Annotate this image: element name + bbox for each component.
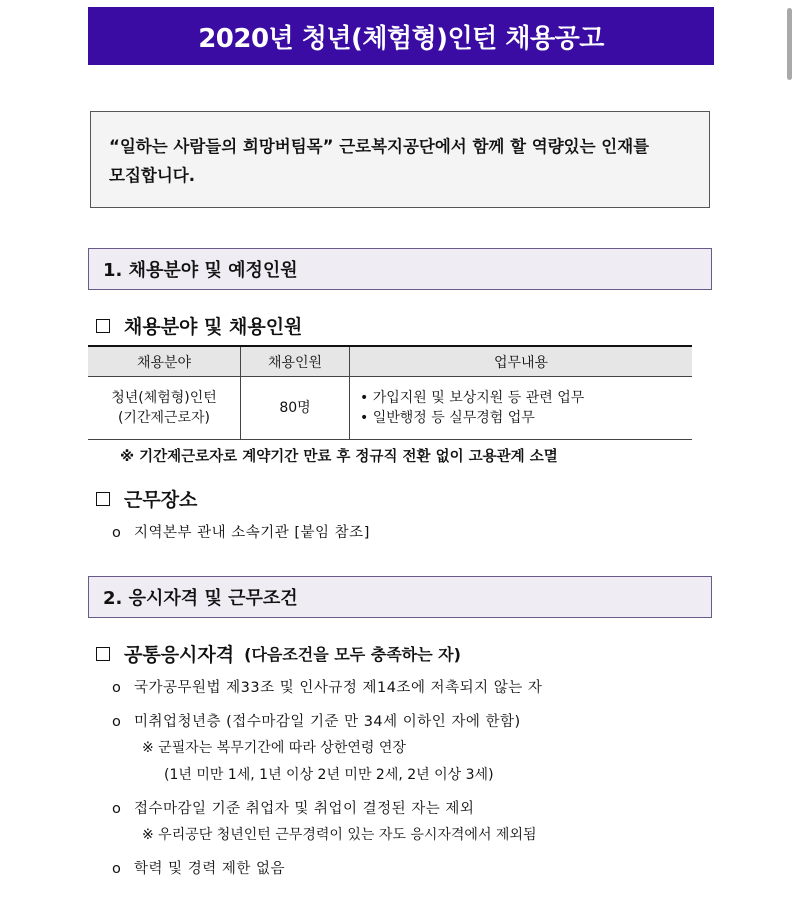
checkbox-square-icon	[96, 492, 110, 506]
bullet-circle-icon: o	[112, 680, 122, 696]
subheading-recruit-field	[96, 312, 302, 339]
bullet-circle-icon: o	[112, 801, 122, 817]
duty-item: • 일반행정 등 실무경험 업무	[360, 410, 535, 426]
intro-box	[90, 111, 710, 208]
subheading-common-qualification	[96, 640, 461, 667]
list-item-text: 지역본부 관내 소속기관 [붙임 참조]	[134, 525, 370, 541]
scrollbar[interactable]	[787, 8, 792, 80]
recruitment-table	[88, 345, 692, 440]
table-header-field: 채용분야	[88, 346, 241, 377]
checkbox-square-icon	[96, 319, 110, 333]
table-header-duties: 업무내용	[350, 346, 693, 377]
section-1-heading: 1. 채용분야 및 예정인원	[88, 248, 712, 290]
subheading-workplace	[96, 485, 197, 512]
military-note-detail: (1년 미만 1세, 1년 이상 2년 미만 2세, 2년 이상 3세)	[164, 767, 494, 783]
subheading-label: 채용분야 및 채용인원	[124, 316, 303, 338]
list-item	[112, 676, 542, 697]
list-item-text: 접수마감일 기준 취업자 및 취업이 결정된 자는 제외	[134, 801, 475, 817]
intro-line-1: “일하는 사람들의 희망버팀목” 근로복지공단에서 함께 할 역량있는 인재를	[109, 137, 650, 156]
list-item	[112, 710, 521, 731]
bullet-circle-icon: o	[112, 525, 122, 541]
military-note: ※ 군필자는 복무기간에 따라 상한연령 연장	[142, 740, 406, 756]
bullet-circle-icon: o	[112, 714, 122, 730]
field-line-2: (기간제근로자)	[117, 410, 211, 426]
table-header-row	[88, 346, 692, 377]
workplace-item	[112, 521, 370, 542]
list-item-text: 국가공무원법 제33조 및 인사규정 제14조에 저촉되지 않는 자	[134, 680, 543, 696]
subheading-label: 공통응시자격	[124, 644, 235, 666]
list-item	[112, 857, 285, 878]
bullet-circle-icon: o	[112, 861, 122, 877]
intern-exclusion-note: ※ 우리공단 청년인턴 근무경력이 있는 자도 응시자격에서 제외됨	[142, 827, 537, 843]
contract-remark: ※ 기간제근로자로 계약기간 만료 후 정규직 전환 없이 고용관계 소멸	[120, 449, 558, 465]
field-line-1: 청년(체험형)인턴	[111, 390, 217, 406]
list-item-text: 미취업청년층 (접수마감일 기준 만 34세 이하인 자에 한함)	[134, 714, 521, 730]
duty-item: • 가입지원 및 보상지원 등 관련 업무	[360, 390, 585, 406]
list-item-text: 학력 및 경력 제한 없음	[134, 861, 285, 877]
page-title: 2020년 청년(체험형)인턴 채용공고	[88, 7, 714, 65]
table-cell-duties	[350, 377, 693, 440]
table-header-count: 채용인원	[241, 346, 350, 377]
list-item	[112, 797, 474, 818]
intro-line-2: 모집합니다.	[109, 166, 195, 185]
checkbox-square-icon	[96, 647, 110, 661]
table-cell-count: 80명	[241, 377, 350, 440]
table-row	[88, 377, 692, 440]
subheading-note: (다음조건을 모두 충족하는 자)	[244, 645, 461, 664]
table-cell-field	[88, 377, 241, 440]
section-2-heading: 2. 응시자격 및 근무조건	[88, 576, 712, 618]
subheading-label: 근무장소	[124, 489, 198, 511]
